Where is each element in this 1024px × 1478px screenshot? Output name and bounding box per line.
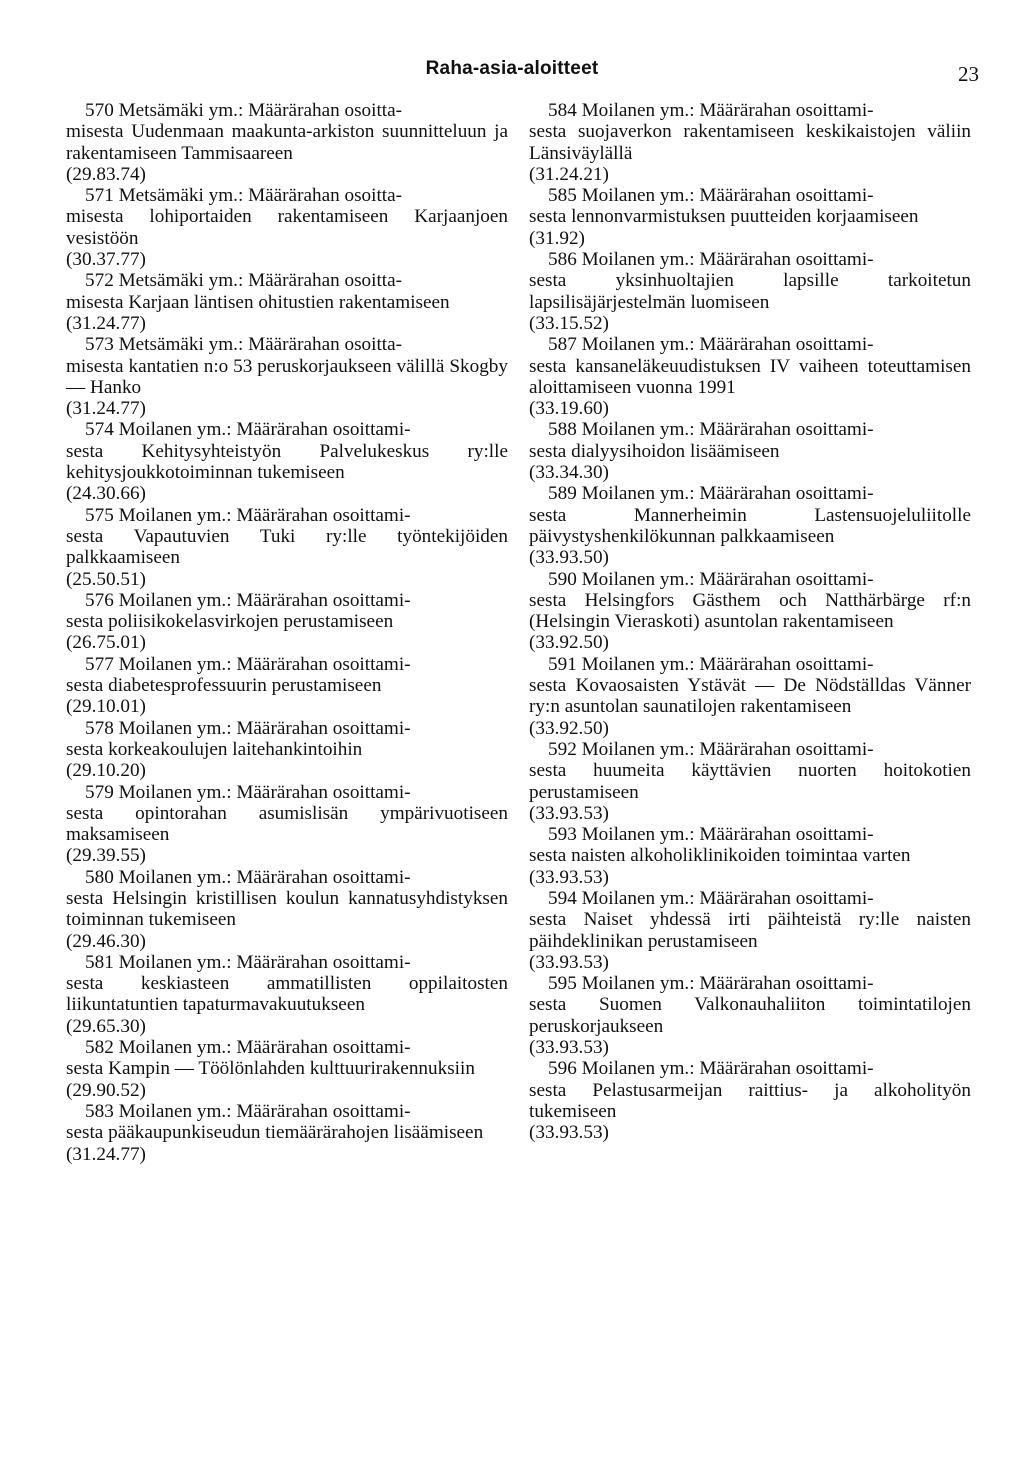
initiative-entry bbox=[66, 270, 508, 334]
initiative-entry bbox=[529, 569, 971, 654]
entry-heading: 571 Metsämäki ym.: Määrärahan osoitta- bbox=[85, 185, 403, 207]
entry-heading: 594 Moilanen ym.: Määrärahan osoittami- bbox=[548, 887, 874, 909]
entry-reference: (31.24.21) bbox=[529, 163, 609, 185]
entry-reference: (29.10.20) bbox=[66, 760, 146, 782]
entry-text: sesta pääkaupunkiseudun tiemäärärahojen lisäämiseen bbox=[66, 1122, 484, 1144]
page-number: 23 bbox=[958, 62, 979, 86]
entry-heading: 581 Moilanen ym.: Määrärahan osoittami- bbox=[85, 951, 411, 973]
entry-text: sesta poliisikokelasvirkojen perustamiseen bbox=[66, 611, 394, 633]
entry-heading: 575 Moilanen ym.: Määrärahan osoittami- bbox=[85, 504, 411, 526]
entry-heading: 595 Moilanen ym.: Määrärahan osoittami- bbox=[548, 973, 874, 995]
entry-text: sesta korkeakoulujen laitehankintoihin bbox=[66, 738, 363, 760]
initiative-entry bbox=[66, 419, 508, 504]
entry-reference: (30.37.77) bbox=[66, 249, 146, 271]
entry-heading: 585 Moilanen ym.: Määrärahan osoittami- bbox=[548, 185, 874, 207]
initiative-entry bbox=[66, 505, 508, 590]
entry-text: sesta Pelastusarmeijan raittius- ja alkoholityön tukemiseen bbox=[529, 1079, 971, 1122]
initiative-entry bbox=[529, 185, 971, 249]
initiative-entry bbox=[66, 952, 508, 1037]
entry-text: sesta naisten alkoholiklinikoiden toimintaa varten bbox=[529, 845, 911, 867]
entry-reference: (33.19.60) bbox=[529, 398, 609, 420]
initiative-entry bbox=[529, 334, 971, 419]
initiative-entry bbox=[66, 334, 508, 419]
initiative-entry bbox=[529, 249, 971, 334]
initiative-entry bbox=[529, 739, 971, 824]
entry-reference: (33.93.53) bbox=[529, 866, 609, 888]
entry-reference: (24.30.66) bbox=[66, 483, 146, 505]
entry-heading: 593 Moilanen ym.: Määrärahan osoittami- bbox=[548, 824, 874, 846]
initiative-entry bbox=[529, 888, 971, 973]
entry-heading: 579 Moilanen ym.: Määrärahan osoittami- bbox=[85, 781, 411, 803]
entry-text: misesta Uudenmaan maakunta-arkiston suunnitteluun ja rakentamiseen Tammisaareen bbox=[66, 121, 508, 164]
entry-heading: 578 Moilanen ym.: Määrärahan osoittami- bbox=[85, 717, 411, 739]
entry-text: misesta lohiportaiden rakentamiseen Karjaanjoen vesistöön bbox=[66, 206, 508, 249]
entry-reference: (29.90.52) bbox=[66, 1079, 146, 1101]
entry-reference: (29.10.01) bbox=[66, 696, 146, 718]
entry-reference: (33.93.53) bbox=[529, 1122, 609, 1144]
initiative-entry bbox=[66, 654, 508, 718]
entry-heading: 596 Moilanen ym.: Määrärahan osoittami- bbox=[548, 1058, 874, 1080]
entry-text: sesta keskiasteen ammatillisten oppilaitosten liikuntatuntien tapaturmavakuutukseen bbox=[66, 973, 508, 1016]
entry-reference: (29.39.55) bbox=[66, 845, 146, 867]
entry-text: sesta huumeita käyttävien nuorten hoitokotien perustamiseen bbox=[529, 760, 971, 803]
initiative-entry bbox=[66, 590, 508, 654]
initiative-entry bbox=[66, 782, 508, 867]
entry-heading: 586 Moilanen ym.: Määrärahan osoittami- bbox=[548, 249, 874, 271]
entry-reference: (31.92) bbox=[529, 227, 585, 249]
entry-heading: 580 Moilanen ym.: Määrärahan osoittami- bbox=[85, 866, 411, 888]
entry-heading: 582 Moilanen ym.: Määrärahan osoittami- bbox=[85, 1037, 411, 1059]
entry-heading: 592 Moilanen ym.: Määrärahan osoittami- bbox=[548, 738, 874, 760]
left-column bbox=[66, 100, 508, 1165]
entry-heading: 591 Moilanen ym.: Määrärahan osoittami- bbox=[548, 653, 874, 675]
entry-reference: (26.75.01) bbox=[66, 632, 146, 654]
entry-text: sesta Vapautuvien Tuki ry:lle työntekijöiden palkkaamiseen bbox=[66, 525, 508, 569]
entry-reference: (31.24.77) bbox=[66, 312, 146, 334]
initiative-entry bbox=[529, 100, 971, 185]
entry-text: sesta Kampin — Töölönlahden kulttuurirakennuksiin bbox=[66, 1058, 475, 1080]
entry-reference: (29.46.30) bbox=[66, 930, 146, 952]
entry-text: sesta Helsingin kristillisen koulun kannatusyhdistyksen toiminnan tukemiseen bbox=[66, 887, 508, 931]
initiative-entry bbox=[529, 419, 971, 483]
entry-text: sesta lennonvarmistuksen puutteiden korjaamiseen bbox=[529, 206, 919, 228]
initiative-entry bbox=[66, 1101, 508, 1165]
entry-text: sesta diabetesprofessuurin perustamiseen bbox=[66, 675, 382, 697]
running-head: Raha-asia-aloitteet bbox=[425, 58, 599, 79]
entry-text: sesta Mannerheimin Lastensuojeluliitolle päivystyshenkilökunnan palkkaamiseen bbox=[529, 504, 971, 547]
initiative-entry bbox=[529, 824, 971, 888]
entry-reference: (33.92.50) bbox=[529, 717, 609, 739]
entry-reference: (29.83.74) bbox=[66, 163, 146, 185]
entry-reference: (33.93.53) bbox=[529, 802, 609, 824]
initiative-entry bbox=[529, 973, 971, 1058]
entry-reference: (33.93.53) bbox=[529, 1037, 609, 1059]
entry-text: sesta yksinhuoltajien lapsille tarkoitetun lapsilisäjärjestelmän luomiseen bbox=[529, 270, 971, 313]
entry-heading: 577 Moilanen ym.: Määrärahan osoittami- bbox=[85, 653, 411, 675]
entry-text: sesta Kovaosaisten Ystävät — De Nödställdas Vänner ry:n asuntolan saunatilojen rakentamiseen bbox=[529, 675, 971, 718]
entry-heading: 583 Moilanen ym.: Määrärahan osoittami- bbox=[85, 1100, 411, 1122]
entry-reference: (33.93.50) bbox=[529, 547, 609, 569]
entry-reference: (33.34.30) bbox=[529, 462, 609, 484]
initiative-entry bbox=[529, 1058, 971, 1143]
entry-text: misesta Karjaan läntisen ohitustien rakentamiseen bbox=[66, 291, 450, 313]
entry-text: sesta Naiset yhdessä irti päihteistä ry:lle naisten päihdeklinikan perustamiseen bbox=[529, 909, 971, 952]
right-column bbox=[529, 100, 971, 1144]
initiative-entry bbox=[66, 1037, 508, 1101]
entry-reference: (33.92.50) bbox=[529, 632, 609, 654]
entry-text: misesta kantatien n:o 53 peruskorjaukseen välillä Skogby — Hanko bbox=[66, 355, 508, 398]
entry-heading: 587 Moilanen ym.: Määrärahan osoittami- bbox=[548, 334, 874, 356]
initiative-entry bbox=[66, 718, 508, 782]
entry-heading: 573 Metsämäki ym.: Määrärahan osoitta- bbox=[85, 334, 403, 356]
entry-text: sesta kansaneläkeuudistuksen IV vaiheen toteuttamisen aloittamiseen vuonna 1991 bbox=[529, 355, 971, 398]
entry-heading: 574 Moilanen ym.: Määrärahan osoittami- bbox=[85, 419, 411, 441]
entry-heading: 588 Moilanen ym.: Määrärahan osoittami- bbox=[548, 419, 874, 441]
entry-text: sesta dialyysihoidon lisäämiseen bbox=[529, 440, 780, 462]
entry-heading: 572 Metsämäki ym.: Määrärahan osoitta- bbox=[85, 270, 403, 292]
entry-text: sesta Helsingfors Gästhem och Natthärbärge rf:n (Helsingin Vieraskoti) asuntolan rakentamiseen bbox=[529, 589, 971, 633]
entry-reference: (33.93.53) bbox=[529, 951, 609, 973]
initiative-entry bbox=[529, 483, 971, 568]
entry-heading: 576 Moilanen ym.: Määrärahan osoittami- bbox=[85, 589, 411, 611]
entry-reference: (33.15.52) bbox=[529, 312, 609, 334]
entry-heading: 584 Moilanen ym.: Määrärahan osoittami- bbox=[548, 100, 874, 121]
entry-reference: (31.24.77) bbox=[66, 398, 146, 420]
initiative-entry bbox=[66, 867, 508, 952]
entry-text: sesta opintorahan asumislisän ympärivuotiseen maksamiseen bbox=[66, 802, 508, 846]
initiative-entry bbox=[66, 185, 508, 270]
initiative-entry bbox=[66, 100, 508, 185]
entry-text: sesta Suomen Valkonauhaliiton toimintatilojen peruskorjaukseen bbox=[529, 994, 971, 1037]
entry-heading: 589 Moilanen ym.: Määrärahan osoittami- bbox=[548, 483, 874, 505]
entry-heading: 570 Metsämäki ym.: Määrärahan osoitta- bbox=[85, 100, 403, 121]
entry-reference: (29.65.30) bbox=[66, 1015, 146, 1037]
entry-reference: (25.50.51) bbox=[66, 568, 146, 590]
initiative-entry bbox=[529, 654, 971, 739]
entry-reference: (31.24.77) bbox=[66, 1143, 146, 1165]
entry-text: sesta suojaverkon rakentamiseen keskikaistojen väliin Länsiväylällä bbox=[529, 121, 971, 164]
entry-heading: 590 Moilanen ym.: Määrärahan osoittami- bbox=[548, 568, 874, 590]
entry-text: sesta Kehitysyhteistyön Palvelukeskus ry:lle kehitysjoukkotoiminnan tukemiseen bbox=[66, 440, 508, 484]
